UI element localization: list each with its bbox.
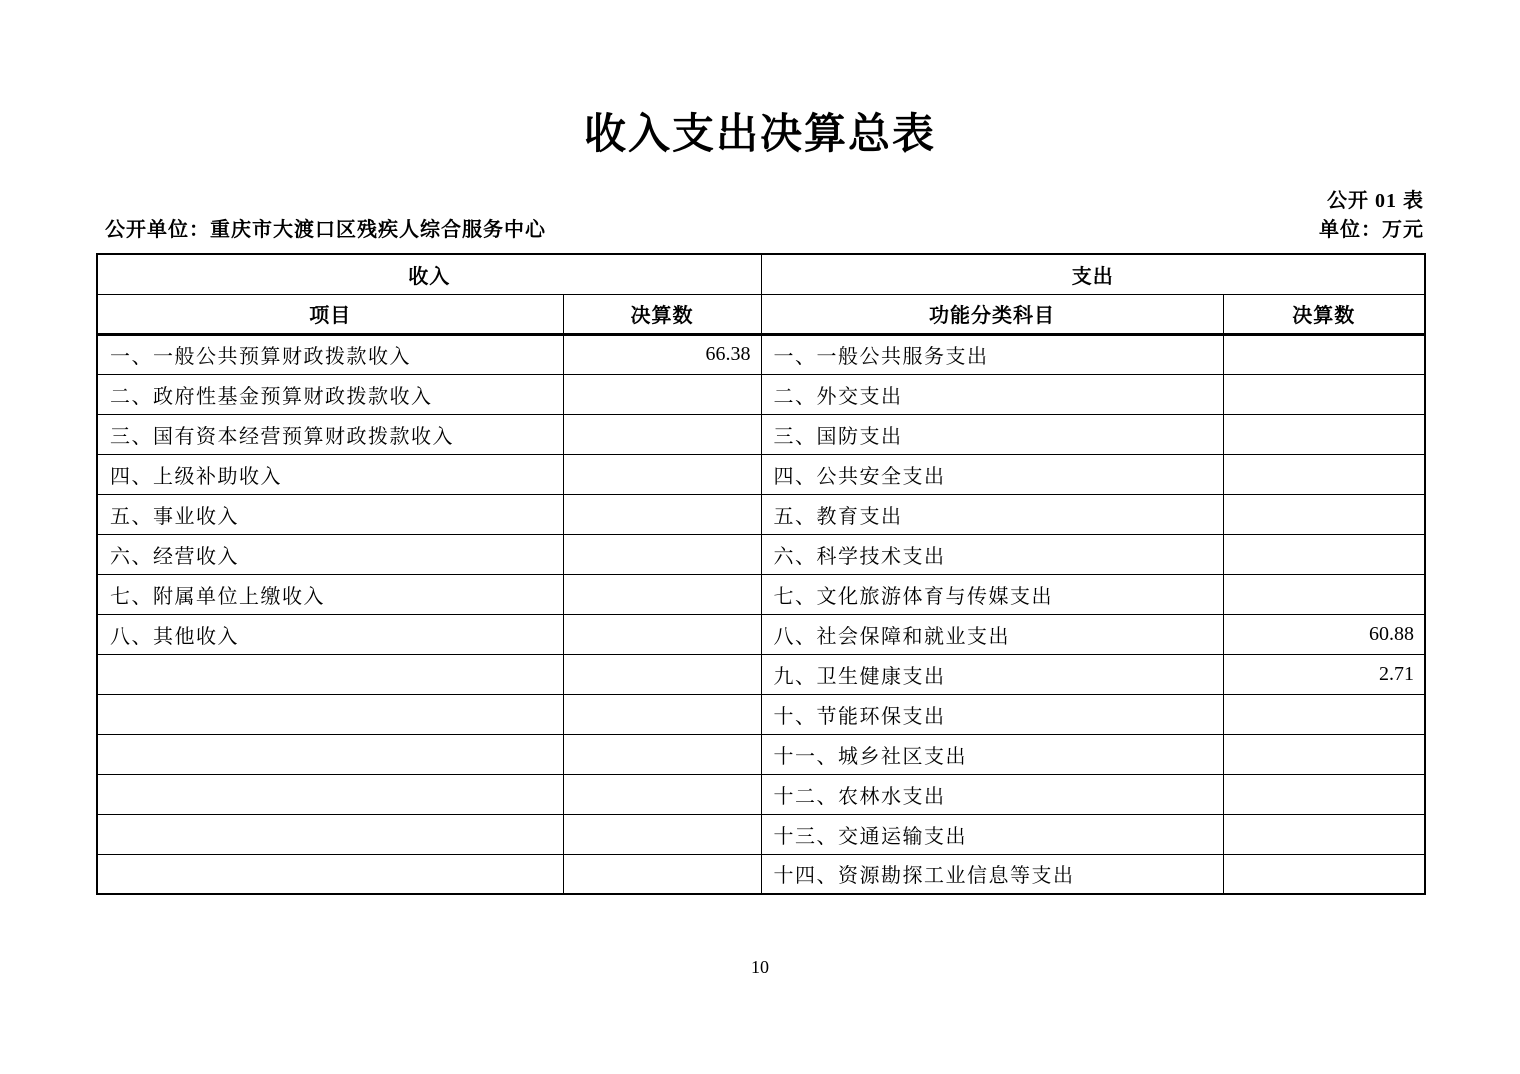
income-value-cell — [563, 454, 761, 494]
expense-value-cell — [1223, 574, 1425, 614]
expense-item-cell: 二、外交支出 — [761, 374, 1223, 414]
table-row — [97, 694, 1425, 734]
table-code-label: 公开 01 表 — [1327, 190, 1424, 212]
expense-item-cell: 九、卫生健康支出 — [761, 654, 1223, 694]
income-value-column-header: 决算数 — [563, 294, 761, 334]
expense-item-cell: 三、国防支出 — [761, 414, 1223, 454]
income-expense-summary-table — [96, 253, 1426, 895]
table-row — [97, 334, 1425, 374]
income-section-header: 收入 — [97, 254, 761, 294]
table-row — [97, 814, 1425, 854]
income-value-cell — [563, 374, 761, 414]
income-item-cell — [97, 734, 563, 774]
expense-item-cell: 一、一般公共服务支出 — [761, 334, 1223, 374]
income-value-cell — [563, 734, 761, 774]
income-item-cell: 二、政府性基金预算财政拨款收入 — [97, 374, 563, 414]
page-title: 收入支出决算总表 — [583, 110, 936, 157]
income-value-cell — [563, 814, 761, 854]
expense-value-column-header: 决算数 — [1223, 294, 1425, 334]
expense-section-header: 支出 — [761, 254, 1425, 294]
income-value-cell — [563, 774, 761, 814]
income-value-cell — [563, 414, 761, 454]
expense-item-cell: 七、文化旅游体育与传媒支出 — [761, 574, 1223, 614]
income-item-cell — [97, 854, 563, 894]
page-number: 10 — [751, 957, 769, 977]
meta-line — [96, 216, 1424, 244]
expense-item-cell: 十三、交通运输支出 — [761, 814, 1223, 854]
income-item-cell — [97, 694, 563, 734]
section-header-row — [97, 254, 1425, 294]
table-row — [97, 534, 1425, 574]
unit-note-label: 单位：万元 — [1319, 219, 1424, 241]
expense-item-cell: 十一、城乡社区支出 — [761, 734, 1223, 774]
expense-value-cell — [1223, 854, 1425, 894]
public-unit-label: 公开单位：重庆市大渡口区残疾人综合服务中心 — [105, 219, 546, 241]
income-value-cell — [563, 654, 761, 694]
table-row — [97, 614, 1425, 654]
income-item-cell: 六、经营收入 — [97, 534, 563, 574]
income-value-cell — [563, 854, 761, 894]
table-row — [97, 454, 1425, 494]
income-item-cell: 三、国有资本经营预算财政拨款收入 — [97, 414, 563, 454]
expense-value-cell — [1223, 734, 1425, 774]
table-row — [97, 654, 1425, 694]
income-value-cell: 66.38 — [563, 334, 761, 374]
income-item-cell: 五、事业收入 — [97, 494, 563, 534]
expense-item-cell: 十二、农林水支出 — [761, 774, 1223, 814]
expense-value-cell: 2.71 — [1223, 654, 1425, 694]
expense-item-cell: 八、社会保障和就业支出 — [761, 614, 1223, 654]
expense-value-cell — [1223, 334, 1425, 374]
expense-value-cell: 60.88 — [1223, 614, 1425, 654]
income-item-cell — [97, 814, 563, 854]
expense-value-cell — [1223, 774, 1425, 814]
table-row — [97, 734, 1425, 774]
table-body — [97, 334, 1425, 894]
expense-value-cell — [1223, 414, 1425, 454]
table-row — [97, 414, 1425, 454]
expense-item-cell: 六、科学技术支出 — [761, 534, 1223, 574]
expense-value-cell — [1223, 454, 1425, 494]
income-item-column-header: 项目 — [97, 294, 563, 334]
income-item-cell — [97, 654, 563, 694]
income-item-cell: 四、上级补助收入 — [97, 454, 563, 494]
table-row — [97, 494, 1425, 534]
column-header-row — [97, 294, 1425, 334]
expense-item-column-header: 功能分类科目 — [761, 294, 1223, 334]
income-value-cell — [563, 574, 761, 614]
income-value-cell — [563, 494, 761, 534]
expense-value-cell — [1223, 494, 1425, 534]
table-row — [97, 774, 1425, 814]
expense-item-cell: 十、节能环保支出 — [761, 694, 1223, 734]
income-value-cell — [563, 534, 761, 574]
expense-value-cell — [1223, 534, 1425, 574]
expense-value-cell — [1223, 694, 1425, 734]
expense-value-cell — [1223, 374, 1425, 414]
income-item-cell: 八、其他收入 — [97, 614, 563, 654]
table-row — [97, 574, 1425, 614]
income-item-cell: 一、一般公共预算财政拨款收入 — [97, 334, 563, 374]
expense-item-cell: 五、教育支出 — [761, 494, 1223, 534]
income-value-cell — [563, 694, 761, 734]
table-row — [97, 854, 1425, 894]
income-item-cell: 七、附属单位上缴收入 — [97, 574, 563, 614]
expense-item-cell: 十四、资源勘探工业信息等支出 — [761, 854, 1223, 894]
expense-item-cell: 四、公共安全支出 — [761, 454, 1223, 494]
table-row — [97, 374, 1425, 414]
income-item-cell — [97, 774, 563, 814]
income-value-cell — [563, 614, 761, 654]
document-meta — [96, 187, 1424, 244]
expense-value-cell — [1223, 814, 1425, 854]
